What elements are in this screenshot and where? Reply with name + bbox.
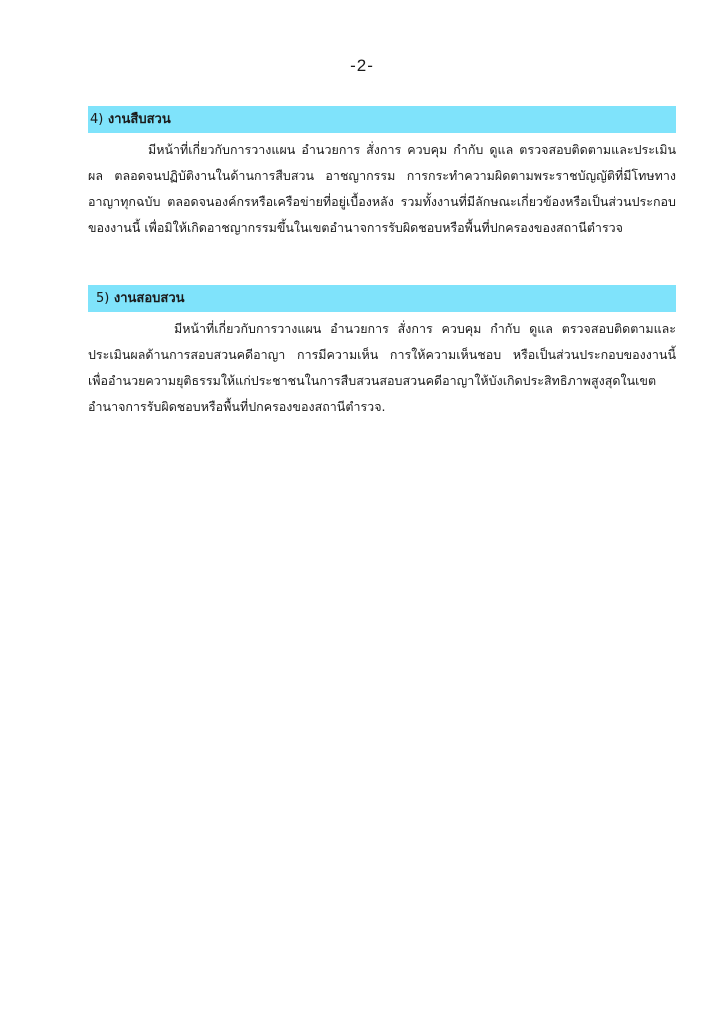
- page-number: -2-: [350, 56, 374, 75]
- section-number: 4): [90, 112, 104, 127]
- section-number: 5): [96, 291, 110, 306]
- section-body: มีหน้าที่เกี่ยวกับการวางแผน อำนวยการ สั่งการ ควบคุม กำกับ ดูแล ตรวจสอบติดตามและประเมินผล ตลอดจนปฏิบัติงานในด้านการสืบสวน อาชญากรรม การกระทำความผิดตามพระราชบัญญัติที่มีโทษทางอาญาทุกฉบับ ตลอดจนองค์กรหรือเครือข่ายที่อยู่เบื้องหลัง รวมทั้งงานที่มีลักษณะเกี่ยวข้องหรือเป็นส่วนประกอบของงานนี้ เพื่อมิให้เกิดอาชญากรรมขึ้นในเขตอำนาจการรับผิดชอบหรือพื้นที่ปกครองของสถานีตำรวจ: [88, 142, 676, 235]
- section-title: งานสืบสวน: [107, 112, 171, 127]
- section-inquiry: [88, 285, 676, 420]
- section-investigation: [88, 106, 676, 241]
- section-heading: [88, 285, 676, 312]
- section-title: งานสอบสวน: [113, 291, 185, 306]
- section-heading: [88, 106, 676, 133]
- section-body: มีหน้าที่เกี่ยวกับการวางแผน อำนวยการ สั่งการ ควบคุม กำกับ ดูแล ตรวจสอบติดตามและประเมินผลด้านการสอบสวนคดีอาญา การมีความเห็น การให้ความเห็นชอบ หรือเป็นส่วนประกอบของงานนี้ เพื่ออำนวยความยุติธรรมให้แก่ประชาชนในการสืบสวนสอบสวนคดีอาญาให้บังเกิดประสิทธิภาพสูงสุดในเขตอำนาจการรับผิดชอบหรือพื้นที่ปกครองของสถานีตำรวจ.: [88, 321, 676, 414]
